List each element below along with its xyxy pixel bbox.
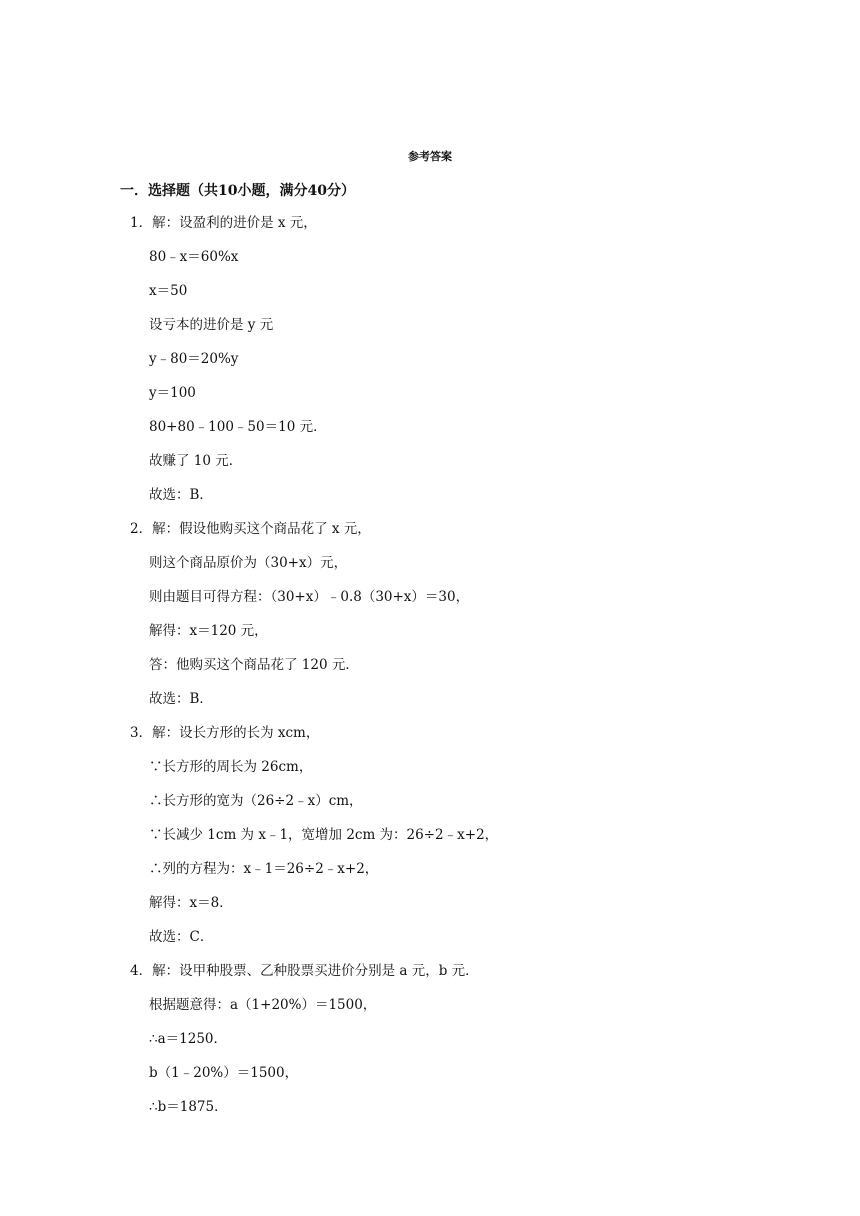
q2-intro: 2．解：假设他购买这个商品花了 x 元， [130, 521, 371, 537]
q1-answer: 故选：B． [149, 487, 213, 503]
q3-step: ∵长减少 1cm 为 x﹣1，宽增加 2cm 为：26÷2﹣x+2， [149, 827, 499, 843]
q2-step: 则这个商品原价为（30+x）元， [149, 555, 348, 571]
q3-step: 解得：x＝8． [149, 895, 233, 911]
q1-intro: 1．解：设盈利的进价是 x 元， [130, 215, 317, 231]
q4-step: ∴b＝1875． [149, 1099, 228, 1115]
q1-step: y﹣80＝20%y [149, 351, 239, 367]
q4-step: b（1﹣20%）＝1500， [149, 1065, 299, 1081]
q2-step: 答：他购买这个商品花了 120 元． [149, 657, 359, 673]
q3-step: ∵长方形的周长为 26cm， [149, 759, 313, 775]
page-title: 参考答案 [408, 150, 452, 163]
q2-answer: 故选：B． [149, 691, 213, 707]
q2-step: 则由题目可得方程：（30+x）﹣0.8（30+x）＝30， [149, 589, 470, 605]
section-heading: 一．选择题（共10小题，满分40分） [120, 183, 355, 199]
q1-step: 设亏本的进价是 y 元 [149, 317, 274, 333]
q1-step: 故赚了 10 元． [149, 453, 243, 469]
q1-step: 80+80﹣100﹣50＝10 元． [149, 419, 327, 435]
q3-intro: 3．解：设长方形的长为 xcm， [130, 725, 320, 741]
q2-step: 解得：x＝120 元， [149, 623, 268, 639]
q1-step: 80﹣x＝60%x [149, 249, 239, 265]
q3-step: ∴长方形的宽为（26÷2﹣x）cm， [149, 793, 363, 809]
q3-answer: 故选：C． [149, 929, 214, 945]
q3-step: ∴列的方程为：x﹣1＝26÷2﹣x+2， [149, 861, 379, 877]
q4-step: 根据题意得：a（1+20%）＝1500， [149, 997, 377, 1013]
q1-step: y＝100 [149, 385, 196, 401]
q4-step: ∴a＝1250． [149, 1031, 227, 1047]
q4-intro: 4．解：设甲种股票、乙种股票买进价分别是 a 元，b 元． [130, 963, 479, 979]
q1-step: x＝50 [149, 283, 188, 299]
